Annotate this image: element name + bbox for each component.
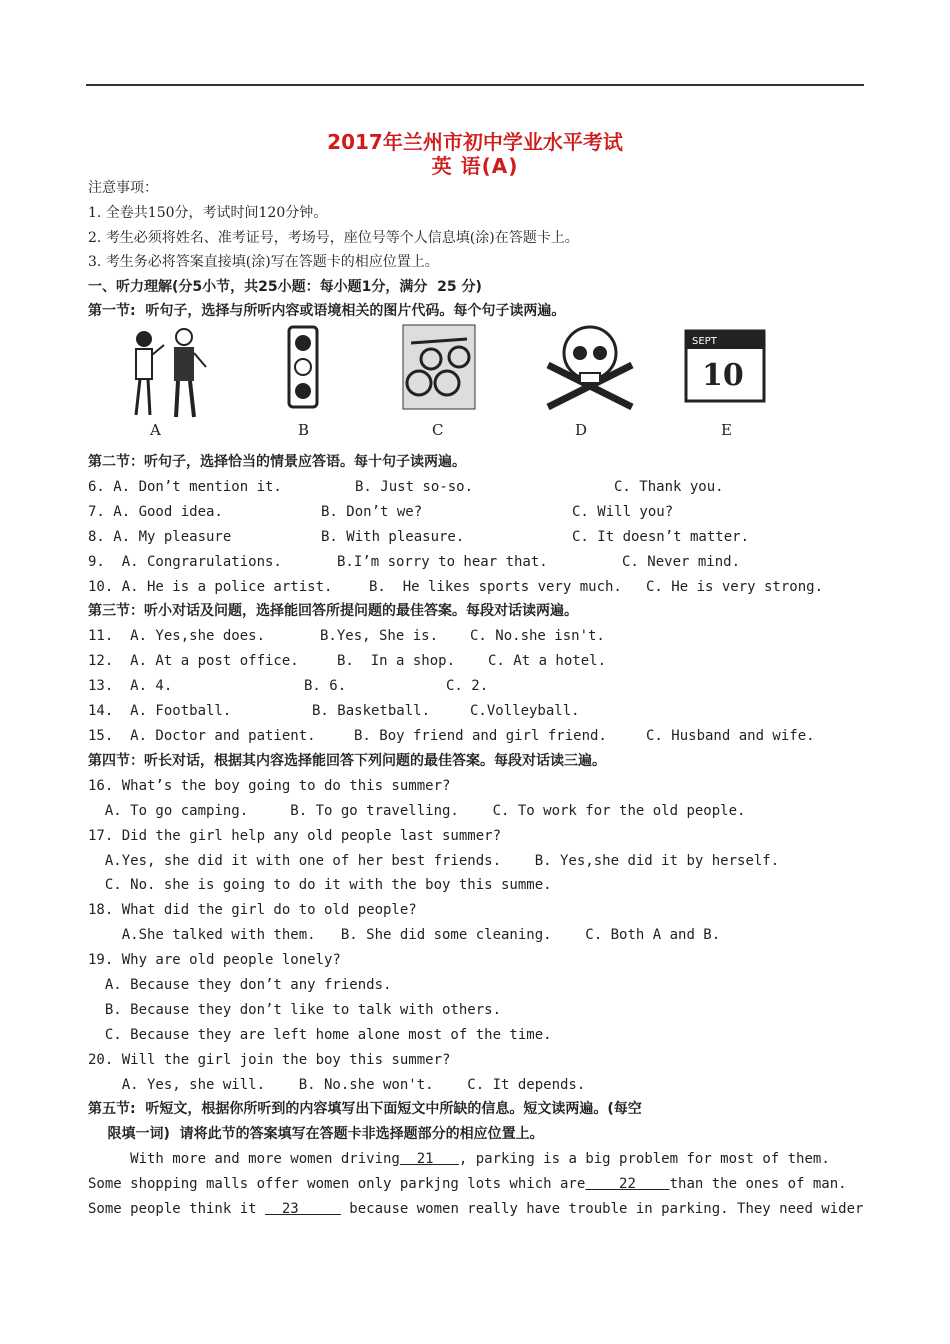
question-line: A.She talked with them. B. She did some cleaning. C. Both A and B. [88,927,721,943]
exam-title: 2017年兰州市初中学业水平考试 [327,130,623,154]
option-b: B.Yes, She is. [320,628,439,644]
section1-heading: 第一节: 听句子，选择与所听内容或语境相关的图片代码。每个句子读两遍。 [88,303,566,319]
option-c: C. 2. [446,678,489,694]
option-c: C. It doesn’t matter. [572,529,750,545]
question-line: 19. Why are old people lonely? [88,952,341,968]
question-line: 18. What did the girl do to old people? [88,902,417,918]
question-stem: 7. A. Good idea. [88,504,223,520]
notes-heading: 注意事项： [88,180,158,196]
section3-heading: 第三节：听小对话及问题，选择能回答所提问题的最佳答案。每段对话读两遍。 [88,603,578,619]
question-line: C. Because they are left home alone most of the time. [88,1027,552,1043]
calendar-icon [680,323,775,408]
option-b: B. With pleasure. [321,529,465,545]
part1-heading: 一、听力理解(分5小节，共25小题：每小题1分，满分 25 分) [88,279,482,295]
question-stem: 12. A. At a post office. [88,653,299,669]
option-c: C. Thank you. [614,479,724,495]
section5-heading-cont: 限填一词) 请将此节的答案填写在答题卡非选择题部分的相应位置上。 [88,1126,544,1142]
passage-line: Some people think it 23 because women really have trouble in parking. They need wider [88,1201,864,1217]
option-c: C.Volleyball. [470,703,580,719]
question-stem: 8. A. My pleasure [88,529,232,545]
option-c: C. Husband and wife. [646,728,815,744]
exam-subtitle: 英 语(A) [431,154,519,178]
picture-label: D [575,421,588,439]
blank-21[interactable]: 21 [399,1151,459,1167]
option-c: C. Will you? [572,504,674,520]
option-b: B. Don’t we? [321,504,423,520]
question-line: A. To go camping. B. To go travelling. C. To work for the old people. [88,803,746,819]
note-item: 1. 全卷共150分，考试时间120分钟。 [88,205,328,221]
question-stem: 11. A. Yes,she does. [88,628,266,644]
option-b: B. He likes sports very much. [369,579,622,595]
question-line: 20. Will the girl join the boy this summer? [88,1052,451,1068]
picture-label: C [432,421,444,439]
question-line: A. Yes, she will. B. No.she won't. C. It depends. [88,1077,586,1093]
section2-heading: 第二节：听句子，选择恰当的情景应答语。每十句子读两遍。 [88,454,466,470]
picture-label: A [150,421,161,439]
option-b: B. Just so-so. [355,479,474,495]
question-stem: 9. A. Congrarulations. [88,554,282,570]
question-line: 16. What’s the boy going to do this summer? [88,778,451,794]
option-c: C. At a hotel. [488,653,607,669]
note-item: 3. 考生务必将答案直接填(涂)写在答题卡的相应位置上。 [88,254,439,270]
passage-line: With more and more women driving 21 , parking is a big problem for most of them. [88,1151,830,1167]
picture-label: E [721,421,732,439]
option-b: B.I’m sorry to hear that. [337,554,548,570]
question-line: A. Because they don’t any friends. [88,977,392,993]
calendar-day: 10 [702,358,744,393]
question-line: B. Because they don’t like to talk with others. [88,1002,502,1018]
calendar-month: SEPT [692,336,717,347]
option-b: B. Basketball. [312,703,431,719]
option-c: C. No.she isn't. [470,628,605,644]
picture-label: B [298,421,310,439]
question-line: C. No. she is going to do it with the boy this summe. [88,877,552,893]
question-stem: 13. A. 4. [88,678,173,694]
passage-line: Some shopping malls offer women only parkjng lots which are 22 than the ones of man. [88,1176,847,1192]
option-c: C. He is very strong. [646,579,824,595]
question-line: 17. Did the girl help any old people last summer? [88,828,502,844]
question-stem: 15. A. Doctor and patient. [88,728,316,744]
question-stem: 14. A. Football. [88,703,232,719]
picture-options [115,323,775,443]
option-b: B. In a shop. [337,653,456,669]
skull-crossbones-icon [540,323,640,413]
question-stem: 6. A. Don’t mention it. [88,479,282,495]
section5-heading: 第五节: 听短文，根据你所听到的内容填写出下面短文中所缺的信息。短文读两遍。(每空 [88,1101,642,1117]
option-c: C. Never mind. [622,554,741,570]
bicycles-icon [401,323,477,411]
question-line: A.Yes, she did it with one of her best friends. B. Yes,she did it by herself. [88,853,780,869]
section4-heading: 第四节：听长对话，根据其内容选择能回答下列问题的最佳答案。每段对话读三遍。 [88,753,606,769]
note-item: 2. 考生必须将姓名、准考证号，考场号，座位号等个人信息填(涂)在答题卡上。 [88,230,579,246]
option-b: B. 6. [304,678,347,694]
blank-23[interactable]: 23 [265,1201,341,1217]
blank-22[interactable]: 22 [585,1176,670,1192]
option-b: B. Boy friend and girl friend. [354,728,607,744]
traffic-light-icon [283,323,323,413]
question-stem: 10. A. He is a police artist. [88,579,333,595]
two-people-talking-icon [120,323,210,423]
top-rule [86,84,864,86]
